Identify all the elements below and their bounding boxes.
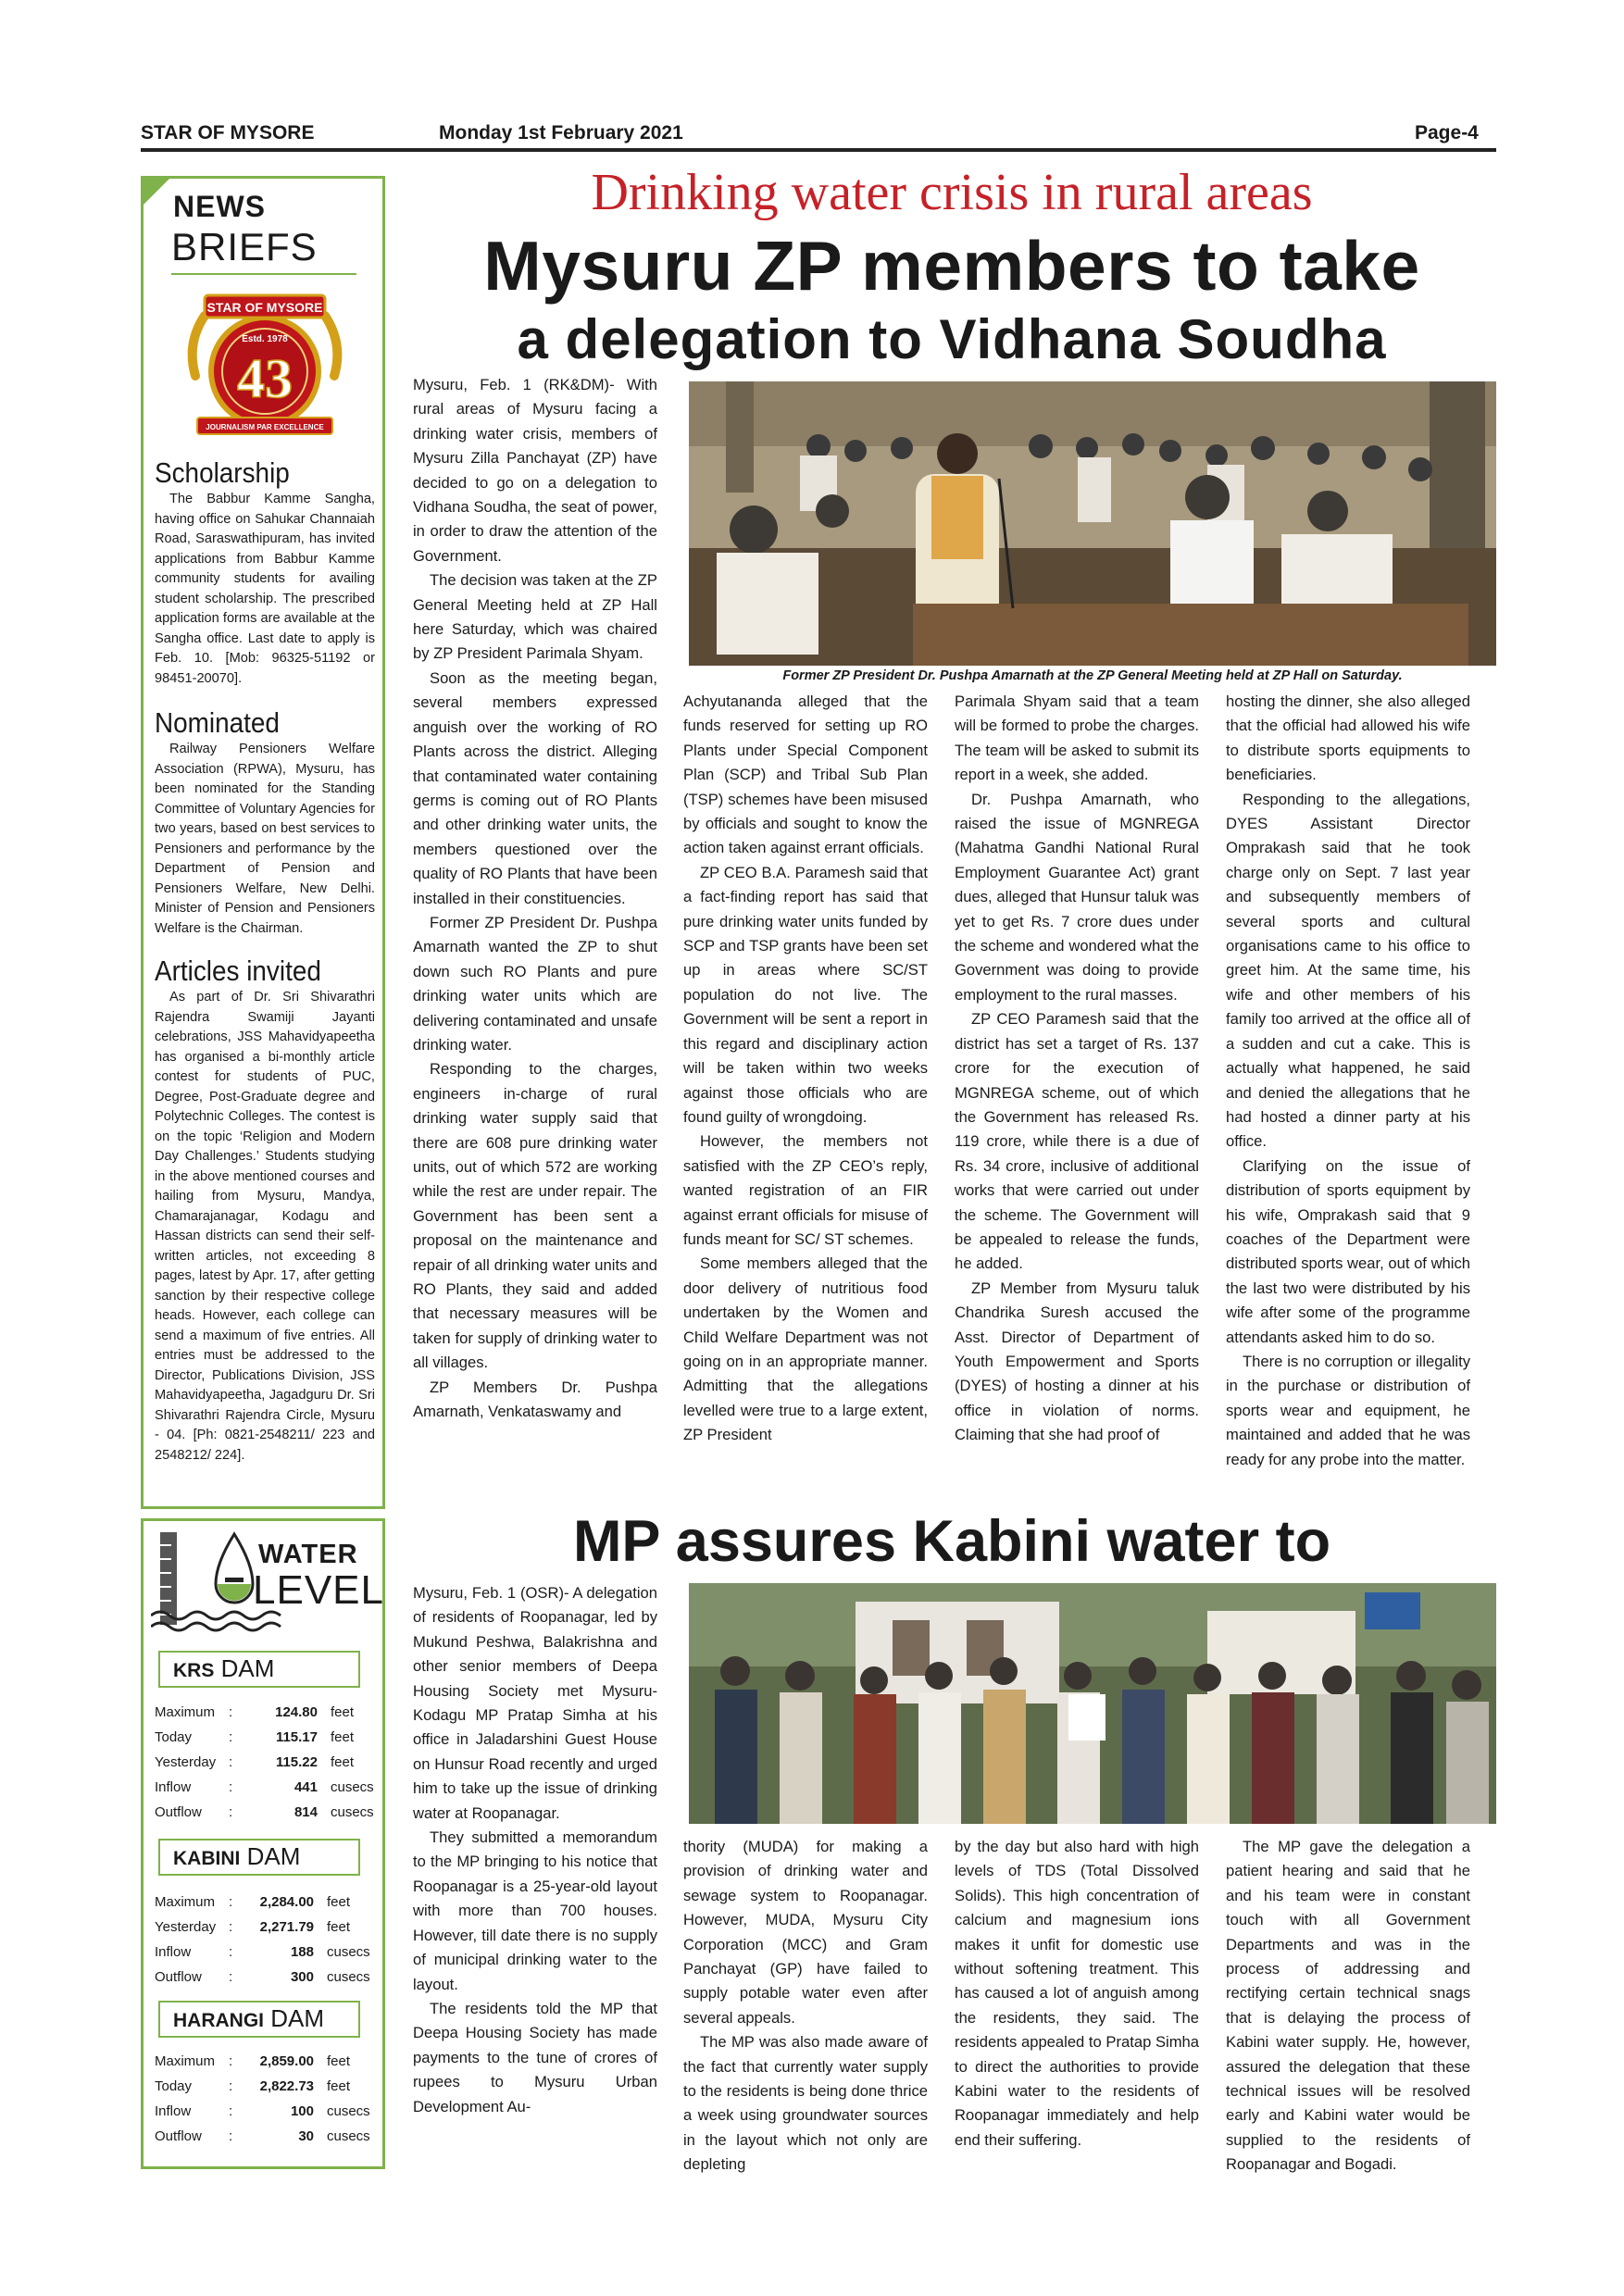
story1-col1: Mysuru, Feb. 1 (RK&DM)- With rural areas of Mysuru facing a drinking water crisis, members of Mysuru Zilla Panchayat (ZP) have decided to go on a delegation to Vidhana Soudha, the seat of power, in order to draw the attention of the Government. The decision was taken at the ZP General Meeting held at ZP Hall here Saturday, which was chaired by ZP President Parimala Shyam. Soon as the meeting began, several members expressed anguish over the working of RO Plants across the district. Alleging that contaminated water containing germs is coming out of RO Plants and other drinking water units, the members questioned over the quality of RO Plants that have been installed in their constituencies. Former ZP President Dr. Pushpa Amarnath wanted the ZP to shut down such RO Plants and pure drinking water units which are delivering contaminated and unsafe drinking water. Responding to the charges, engineers in-charge of rural drinking water supply said that there are 608 pure drinking water units, out of which 572 are working while the rest are under repair. The Government has been sent a proposal on the maintenance and repair of all drinking water units and RO Plants, they said and added that necessary measures will be taken for supply of drinking water to all villages. ZP Members Dr. Pushpa Amarnath, Venkataswamy and	[413, 376, 657, 1421]
story1-headline-line1: Mysuru ZP members to take	[483, 227, 1420, 305]
water-level-box: WATER LEVEL KRS DAM Maximum : 124.80 feet Today : 115.17 feet Yesterday : 115.22 feet Inflow : 441 cusecs Outflow : 814 cusecs KABINI DAM Maximum : 2,284.00 feet Yesterday : 2,271.79 feet Inflow : 188 cusecs Outflow : 300 cusecs HARANGI DAM Maximum : 2,859.00 feet Today : 2,822.73 feet Inflow : 100 cusecs Outflow : 30 cusecs	[141, 1518, 385, 2169]
logo-bottom-text: JOURNALISM PAR EXCELLENCE	[206, 423, 324, 431]
header-rule	[141, 148, 1496, 152]
brief-heading-scholarship: Scholarship	[155, 456, 290, 489]
logo-number: 43	[237, 348, 293, 409]
story1-col4: hosting the dinner, she also alleged that the official had allowed his wife to distribute sports equipments to beneficiaries. Responding to the allegations, DYES Assistant Director Omprakash said that he took charge only on Sept. 7 last year and subsequently members of several sports and cultural organisations came to his office to greet him. At the same time, his wife and other members of his family too arrived at the office all of a sudden and cut a cake. This is actually what happened, he said and denied the allegations that he had hosted a dinner party at his office. Clarifying on the issue of distribution of sports equipment by his wife, Omprakash said that 9 coaches of the Department were distributed sports wear, out of which the last two were distributed by his wife after some of the programme attendants asked him to do so. There is no corruption or illegality in the purchase or distribution of sports wear and equipment, he maintained and added that he was ready for any probe into the matter.	[1226, 693, 1470, 1468]
brief-text-articles: As part of Dr. Sri Shivarathri Rajendra Swamiji Jayanti celebrations, JSS Mahavidyapeetha has organised a bi-monthly article contest for students of PUC, Degree, Post-Graduate degree and Polytechnic Colleges. The contest is on the topic ‘Religion and Modern Day Challenges.’ Students studying in the above mentioned courses and hailing from Mysuru, Mandya, Chamarajanagar, Kodagu and Hassan districts can send their self-written articles, not exceeding 8 pages, latest by Apr. 17, after getting sanction by their respective college heads. However, each college can send a maximum of five entries. All entries must be addressed to the Director, Publications Division, JSS Mahavidyapeetha, Jagadguru Dr. Sri Shivarathri Rajendra Circle, Mysuru - 04. [Ph: 0821-2548211/ 223 and 2548212/ 224].	[155, 990, 375, 1463]
logo-est-text: Estd. 1978	[242, 334, 288, 344]
brief-heading-articles: Articles invited	[155, 955, 321, 987]
delegation-photo	[689, 1583, 1496, 1824]
zp-meeting-photo	[689, 381, 1496, 666]
issue-date: Monday 1st February 2021	[439, 122, 683, 144]
story2-col3: by the day but also hard with high levels of TDS (Total Dissolved Solids). This high concentration of calcium and magnesium ions makes it unfit for domestic use without softening treatment. This has caused a lot of anguish among the residents, they said. The residents appealed to Pratap Simha to direct the authorities to provide Kabini water to the residents of Roopanagar immediately and help end their suffering.	[955, 1838, 1199, 2149]
dam-header-krs: KRS DAM	[158, 1651, 360, 1688]
story1-kicker: Drinking water crisis in rural areas	[591, 164, 1313, 221]
story2-col2: thority (MUDA) for making a provision of drinking water and sewage system to Roopanagar. However, MUDA, Mysuru City Corporation (MCC) and Gram Panchayat (GP) have failed to supply potable water even after several appeals. The MP was also made aware of the fact that currently water supply to the residents is being done thrice a week using groundwater sources in the layout which not only are depleting	[683, 1838, 928, 2174]
dam-header-harangi: HARANGI DAM	[158, 2001, 360, 2038]
news-title: NEWS	[173, 190, 266, 223]
story2-col1: Mysuru, Feb. 1 (OSR)- A delegation of residents of Roopanagar, led by Mukund Peshwa, Balakrishna and other senior members of Deepa Housing Society met Mysuru-Kodagu MP Pratap Simha at his office in Jaladarshini Guest House on Hunsur Road recently and urged him to take up the issue of drinking water at Roopanagar. They submitted a memorandum to the MP bringing to his notice that Roopanagar is a 25-year-old layout with more than 700 houses. However, till date there is no supply of municipal drinking water to the layout. The residents told the MP that Deepa Housing Society has made payments to the tune of crores of rupees to Mysuru Urban Development Au-	[413, 1584, 657, 2115]
brief-text-nominated: Railway Pensioners Welfare Association (RPWA), Mysuru, has been nominated for the Standing Committee of Voluntary Agencies for two years, based on best services to Pensioners and performance by the Department of Pension and Pensioners Welfare, New Delhi. Minister of Pension and Pensioners Welfare is the Chairman.	[155, 742, 375, 936]
page-number: Page-4	[1415, 122, 1479, 144]
brief-text-scholarship: The Babbur Kamme Sangha, having office on Sahukar Channaiah Road, Saraswathipuram, has invited applications from Babbur Kamme community students for availing student scholarship. The prescribed application forms are available at the Sangha office. Last date to apply is Feb. 10. [Mob: 96325-51192 or 98451-20070].	[155, 492, 375, 686]
corner-triangle	[141, 176, 174, 209]
brief-heading-nominated: Nominated	[155, 706, 280, 739]
logo-top-text: STAR OF MYSORE	[206, 300, 323, 315]
title-underline	[171, 273, 356, 275]
dam-header-kabini: KABINI DAM	[158, 1839, 360, 1876]
news-briefs-box	[141, 176, 385, 1509]
water-title: WATER	[258, 1540, 358, 1569]
story1-col3: Parimala Shyam said that a team will be formed to probe the charges. The team will be asked to submit its report in a week, she added. Dr. Pushpa Amarnath, who raised the issue of MGNREGA (Mahatma Gandhi National Rural Employment Guarantee Act) grant dues, alleged that Hunsur taluk was yet to get Rs. 7 crore dues under the scheme and wondered what the Government was doing to provide employment to the rural masses. ZP CEO Paramesh said that the district has set a target of Rs. 137 crore for the execution of MGNREGA scheme, out of which the Government has released Rs. 119 crore, while there is a due of Rs. 34 crore, inclusive of additional works that were carried out under the scheme. The Government will be appealed to release the funds, he added. ZP Member from Mysuru taluk Chandrika Suresh accused the Asst. Director of Department of Youth Empowerment and Sports (DYES) of hosting a dinner at his office in violation of norms. Claiming that she had proof of	[955, 693, 1199, 1444]
story1-col2: Achyutananda alleged that the funds reserved for setting up RO Plants under Special Component Plan (SCP) and Tribal Sub Plan (TSP) schemes have been misused by officials and sought to know the action taken against errant officials. ZP CEO B.A. Paramesh said that a fact-finding report has said that pure drinking water units funded by SCP and TSP grants have been set up in areas where SC/ST population do not live. The Government will be sent a report in this regard and disciplinary action will be taken within two weeks against those officials who are found guilty of wrongdoing. However, the members not satisfied with the ZP CEO’s reply, wanted registration of an FIR against errant officials for misuse of funds meant for SC/ ST schemes. Some members alleged that the door delivery of nutritious food undertaken by the Women and Child Welfare Department was not going on in an appropriate manner. Admitting that the allegations levelled were true to a large extent, ZP President	[683, 693, 928, 1444]
anniversary-logo	[177, 288, 353, 445]
story2-col4: The MP gave the delegation a patient hearing and said that he and his team were in constant touch with all Government Departments and was in the process of addressing and rectifying certain technical snags that is delaying the process of Kabini water supply. He, however, assured the delegation that these technical issues will be resolved early and Kabini water would be supplied to the residents of Roopanagar and Bogadi.	[1226, 1838, 1470, 2174]
level-title: LEVEL	[253, 1567, 384, 1613]
masthead-title: STAR OF MYSORE	[141, 122, 315, 144]
briefs-title: BRIEFS	[171, 225, 318, 268]
story2-headline: MP assures Kabini water to	[572, 1509, 1331, 1574]
story1-headline-line2: a delegation to Vidhana Soudha	[517, 308, 1387, 370]
photo-caption: Former ZP President Dr. Pushpa Amarnath at the ZP General Meeting held at ZP Hall on Saturday.	[782, 668, 1403, 683]
